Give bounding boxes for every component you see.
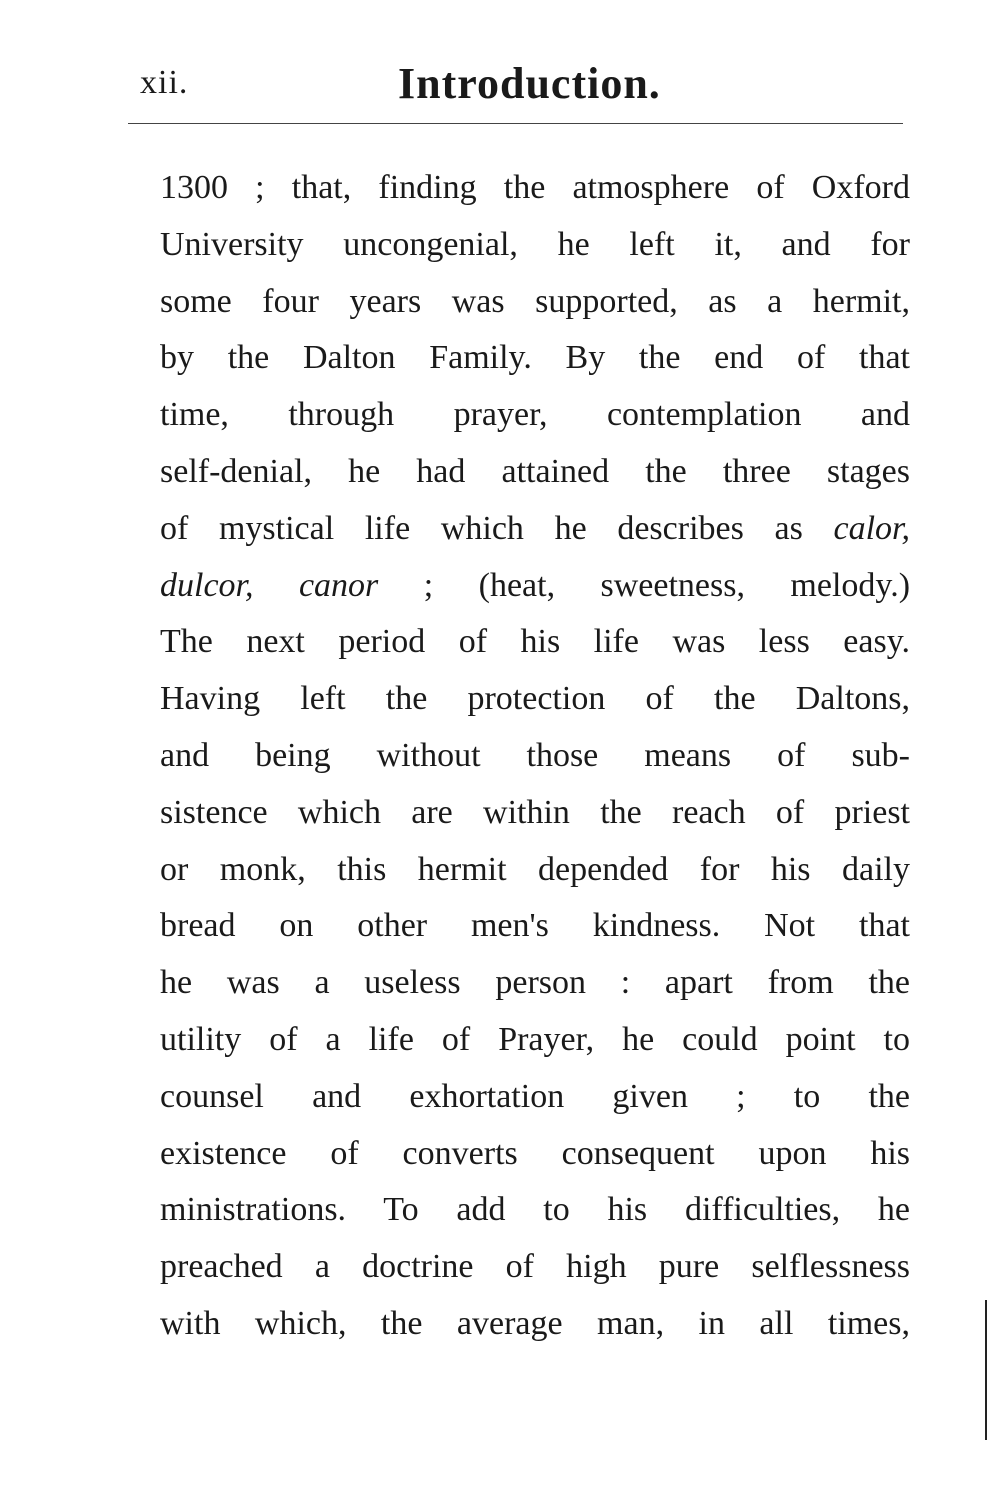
text-line-1: 1300 ; that, finding the atmosphere of Oxford xyxy=(160,169,910,206)
running-title: Introduction. xyxy=(398,59,661,108)
text-line-3: some four years was supported, as a hermit, xyxy=(160,282,910,320)
text-line-4: by the Dalton Family. By the end of that xyxy=(160,339,910,377)
italic-canor: canor xyxy=(298,566,379,604)
text-line-13: or monk, this hermit depended for his daily xyxy=(160,850,910,888)
text-line-10: Having left the protection of the Daltons, xyxy=(160,680,910,718)
body-text xyxy=(160,160,910,1353)
text-line-18: existence of converts consequent upon his xyxy=(160,1134,910,1172)
text-line-8-rest: ; (heat, sweetness, melody.) xyxy=(423,566,911,604)
page-edge-mark xyxy=(985,1300,987,1440)
text-line-8 xyxy=(160,558,910,615)
text-line-19: ministrations. To add to his difficulties, he xyxy=(160,1191,910,1229)
text-line-14: bread on other men's kindness. Not that xyxy=(160,907,910,945)
text-line-11: and being without those means of sub- xyxy=(160,736,910,774)
text-line-5: time, through prayer, contemplation and xyxy=(160,396,910,434)
text-line-9: The next period of his life was less easy. xyxy=(160,623,910,661)
page-number: xii. xyxy=(140,64,189,101)
text-line-20: preached a doctrine of high pure selflessness xyxy=(160,1248,910,1286)
text-line-16: utility of a life of Prayer, he could point to xyxy=(160,1020,910,1058)
text-line-17: counsel and exhortation given ; to the xyxy=(160,1077,910,1115)
italic-calor: calor, xyxy=(833,509,910,547)
text-line-2: University uncongenial, he left it, and for xyxy=(160,225,910,263)
text-line-7-main: of mystical life which he describes as xyxy=(160,509,803,547)
text-line-12: sistence which are within the reach of priest xyxy=(160,793,910,831)
text-line-21: with which, the average man, in all times, xyxy=(160,1304,910,1342)
italic-dulcor: dulcor, xyxy=(160,566,254,604)
text-line-15: he was a useless person : apart from the xyxy=(160,964,910,1002)
text-line-6: self-denial, he had attained the three stages xyxy=(160,452,910,490)
header-rule xyxy=(128,123,903,124)
text-line-7 xyxy=(160,501,910,558)
